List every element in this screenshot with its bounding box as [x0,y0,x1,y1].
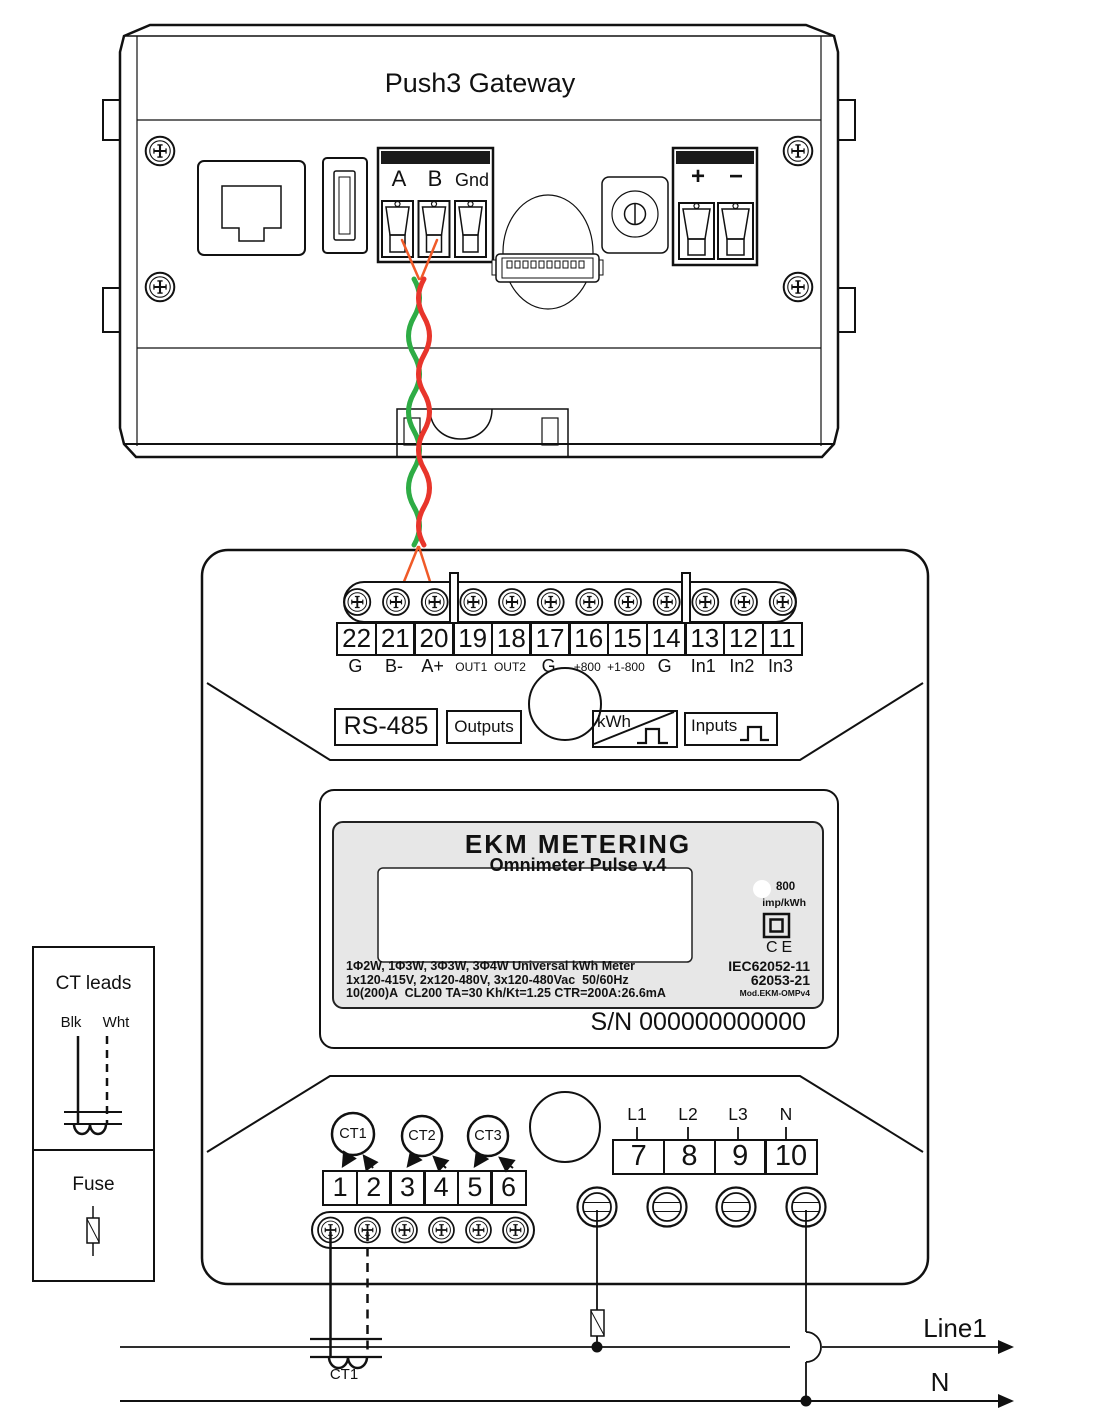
gateway-terminal-gnd-label: Gnd [454,170,490,190]
ct-terminal-numbers [322,1170,527,1206]
gateway-terminal-b-label: B [427,166,443,191]
gateway-power-plus-label: + [690,163,705,190]
terminal-number: 3 [389,1170,425,1206]
terminal-label: +800 [573,660,601,674]
terminal-label: G [348,656,363,676]
terminal-number: 11 [762,622,803,656]
led-rate-value: 800 [776,881,796,893]
pulse-led-icon [753,880,771,898]
terminal-number: 1 [322,1170,358,1206]
terminal-number: 5 [457,1170,493,1206]
meter-brand: EKM METERING [464,829,692,859]
terminal-number: 2 [356,1170,392,1206]
spec-line-3: 10(200)A CL200 TA=30 Kh/Kt=1.25 CTR=200A:26.6mA [346,986,666,1000]
rs485-badge: RS-485 [334,708,438,746]
legend-white-lead-label: Wht [102,1014,130,1031]
led-rate-unit: imp/kWh [762,897,806,909]
gateway-terminal-a-label: A [391,166,407,191]
legend-fuse-title: Fuse [72,1174,115,1195]
legend-linework [33,947,154,1281]
terminal-number: 6 [490,1170,526,1206]
terminal-label: OUT1 [455,660,488,674]
legend-black-lead-label: Blk [60,1014,82,1031]
terminal-label: A+ [421,656,444,676]
terminal-number: 17 [529,622,570,656]
gateway-power-minus-label: − [728,163,743,190]
terminal-number: 19 [452,622,493,656]
terminal-number: 21 [375,622,416,656]
terminal-label: In3 [768,656,794,676]
terminal-number: 4 [423,1170,459,1206]
terminal-label: B- [384,656,403,676]
gateway-title: Push3 Gateway [384,68,576,98]
outputs-badge: Outputs [446,710,522,744]
terminal-number: 9 [714,1139,767,1175]
meter-top-terminal-numbers [336,622,803,656]
l2-label: L2 [678,1104,698,1124]
ct2-terminal-label: CT2 [408,1128,436,1144]
legend-ct-title: CT leads [55,973,132,994]
terminal-number: 20 [413,622,454,656]
l3-label: L3 [728,1104,748,1124]
neutral-label: N [930,1367,950,1397]
inputs-badge-label: Inputs [691,716,738,735]
terminal-number: 13 [684,622,725,656]
spec-line-1: 1Φ2W, 1Φ3W, 3Φ3W, 3Φ4W Universal kWh Meter [346,959,636,973]
usb-port-icon [323,158,367,253]
ct3-terminal-label: CT3 [474,1128,502,1144]
meter-model: Omnimeter Pulse v.4 [489,855,667,875]
serial-number: S/N 000000000000 [590,1008,806,1036]
terminal-number: 12 [723,622,764,656]
spec-line-2: 1x120-415V, 2x120-480V, 3x120-480Vac 50/60Hz [346,972,629,987]
terminal-number: 22 [336,622,377,656]
l1-label: L1 [627,1104,647,1124]
terminal-number: 10 [764,1139,817,1175]
cert-line-2: 62053-21 [750,972,810,988]
terminal-label: G [657,656,672,676]
power-jack-icon [602,177,668,253]
terminal-label: +1-800 [607,660,645,674]
model-code: Mod.EKM-OMPv4 [739,988,810,998]
ethernet-port-icon [198,161,305,255]
terminal-number: 15 [607,622,648,656]
terminal-label: OUT2 [493,660,526,674]
kwh-badge-label: kWh [597,712,631,731]
terminal-number: 14 [646,622,687,656]
cert-line-1: IEC62052-11 [728,958,810,974]
ct1-terminal-label: CT1 [339,1126,367,1142]
terminal-number: 8 [663,1139,716,1175]
terminal-number: 16 [568,622,609,656]
ce-mark: CE [766,939,797,956]
ct1-symbol-label: CT1 [329,1366,359,1383]
n-label: N [779,1104,793,1124]
terminal-label: In2 [729,656,755,676]
line-terminal-numbers [612,1139,818,1175]
meter-top-terminal-labels [336,656,800,676]
terminal-label: In1 [690,656,716,676]
terminal-number: 18 [491,622,532,656]
terminal-label: G [541,656,556,676]
terminal-number: 7 [612,1139,665,1175]
line1-label: Line1 [923,1313,987,1343]
